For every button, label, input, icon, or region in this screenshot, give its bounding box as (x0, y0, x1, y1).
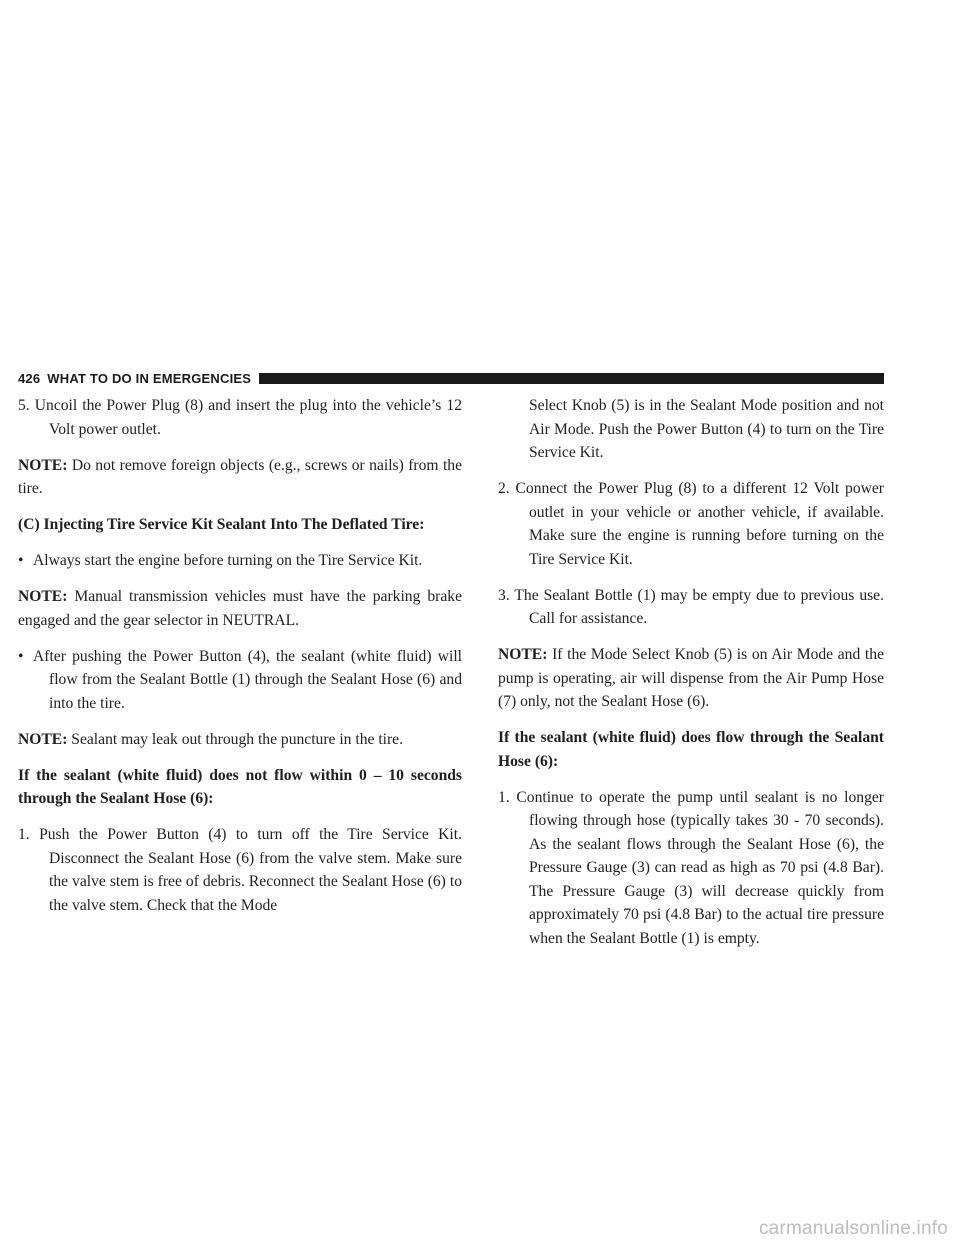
note-sealant-leak (18, 728, 462, 752)
note-foreign-objects (18, 454, 462, 501)
step-2: 2. Connect the Power Plug (8) to a different 12 Volt power outlet in your vehicle or another vehicle, if available. Make sure the engine is running before turning on the Tire Service Kit. (498, 480, 884, 568)
note-text: Sealant may leak out through the puncture in the tire. (71, 730, 403, 748)
heading-sealant-not-flowing: If the sealant (white fluid) does not flow within 0 – 10 seconds through the Sealant Hose (6): (18, 766, 462, 807)
page-header (18, 369, 884, 387)
note-label: NOTE: (18, 456, 68, 474)
note-text: If the Mode Select Knob (5) is on Air Mode and the pump is operating, air will dispense from the Air Pump Hose (7) only, not the Sealant Hose (6). (498, 646, 884, 710)
heading-sealant-flowing: If the sealant (white fluid) does flow through the Sealant Hose (6): (498, 729, 884, 770)
right-column (498, 394, 884, 963)
heading-injecting-sealant: (C) Injecting Tire Service Kit Sealant Into The Deflated Tire: (18, 516, 425, 533)
note-label: NOTE: (18, 588, 68, 605)
bullet-text: Always start the engine before turning on the Tire Service Kit. (33, 552, 423, 569)
note-text: Do not remove foreign objects (e.g., screws or nails) from the tire. (18, 456, 462, 497)
watermark: carmanualsonline.info (758, 1218, 948, 1239)
note-air-mode (498, 643, 884, 714)
left-column (18, 394, 462, 917)
step-1-continued: Select Knob (5) is in the Sealant Mode position and not Air Mode. Push the Power Button (4) to turn on the Tire Service Kit. (529, 397, 884, 461)
bullet-sealant-flow (18, 645, 462, 716)
note-text: Manual transmission vehicles must have the parking brake engaged and the gear selector in NEUTRAL. (18, 588, 462, 629)
bullet-icon: • (18, 552, 24, 569)
bullet-icon: • (18, 647, 24, 665)
note-label: NOTE: (498, 646, 548, 663)
note-label: NOTE: (18, 730, 68, 748)
step-3: 3. The Sealant Bottle (1) may be empty due to previous use. Call for assistance. (498, 586, 884, 627)
step-1-not-flowing: 1. Push the Power Button (4) to turn off the Tire Service Kit. Disconnect the Sealant Hose (6) from the valve stem. Make sure the valve stem is free of debris. Reconnect the Sealant Hose (6) to the valve stem. Check that the Mode (18, 826, 462, 914)
section-title: WHAT TO DO IN EMERGENCIES (47, 370, 252, 386)
header-rule (259, 373, 884, 384)
bullet-start-engine (18, 549, 462, 573)
page-number: 426 (18, 370, 41, 386)
bullet-text: After pushing the Power Button (4), the sealant (white fluid) will flow from the Sealant Bottle (1) through the Sealant Hose (6) and into the tire. (33, 647, 462, 712)
step-1-flowing: 1. Continue to operate the pump until sealant is no longer flowing through hose (typically takes 30 - 70 seconds). As the sealant flows through the Sealant Hose (6), the Pressure Gauge (3) can read as high as 70 psi (4.8 Bar). The Pressure Gauge (3) will decrease quickly from approximately 70 psi (4.8 Bar) to the actual tire pressure when the Sealant Bottle (1) is empty. (498, 788, 884, 947)
step-5: 5. Uncoil the Power Plug (8) and insert the plug into the vehicle’s 12 Volt power outlet. (18, 397, 462, 438)
note-manual-transmission (18, 585, 462, 632)
